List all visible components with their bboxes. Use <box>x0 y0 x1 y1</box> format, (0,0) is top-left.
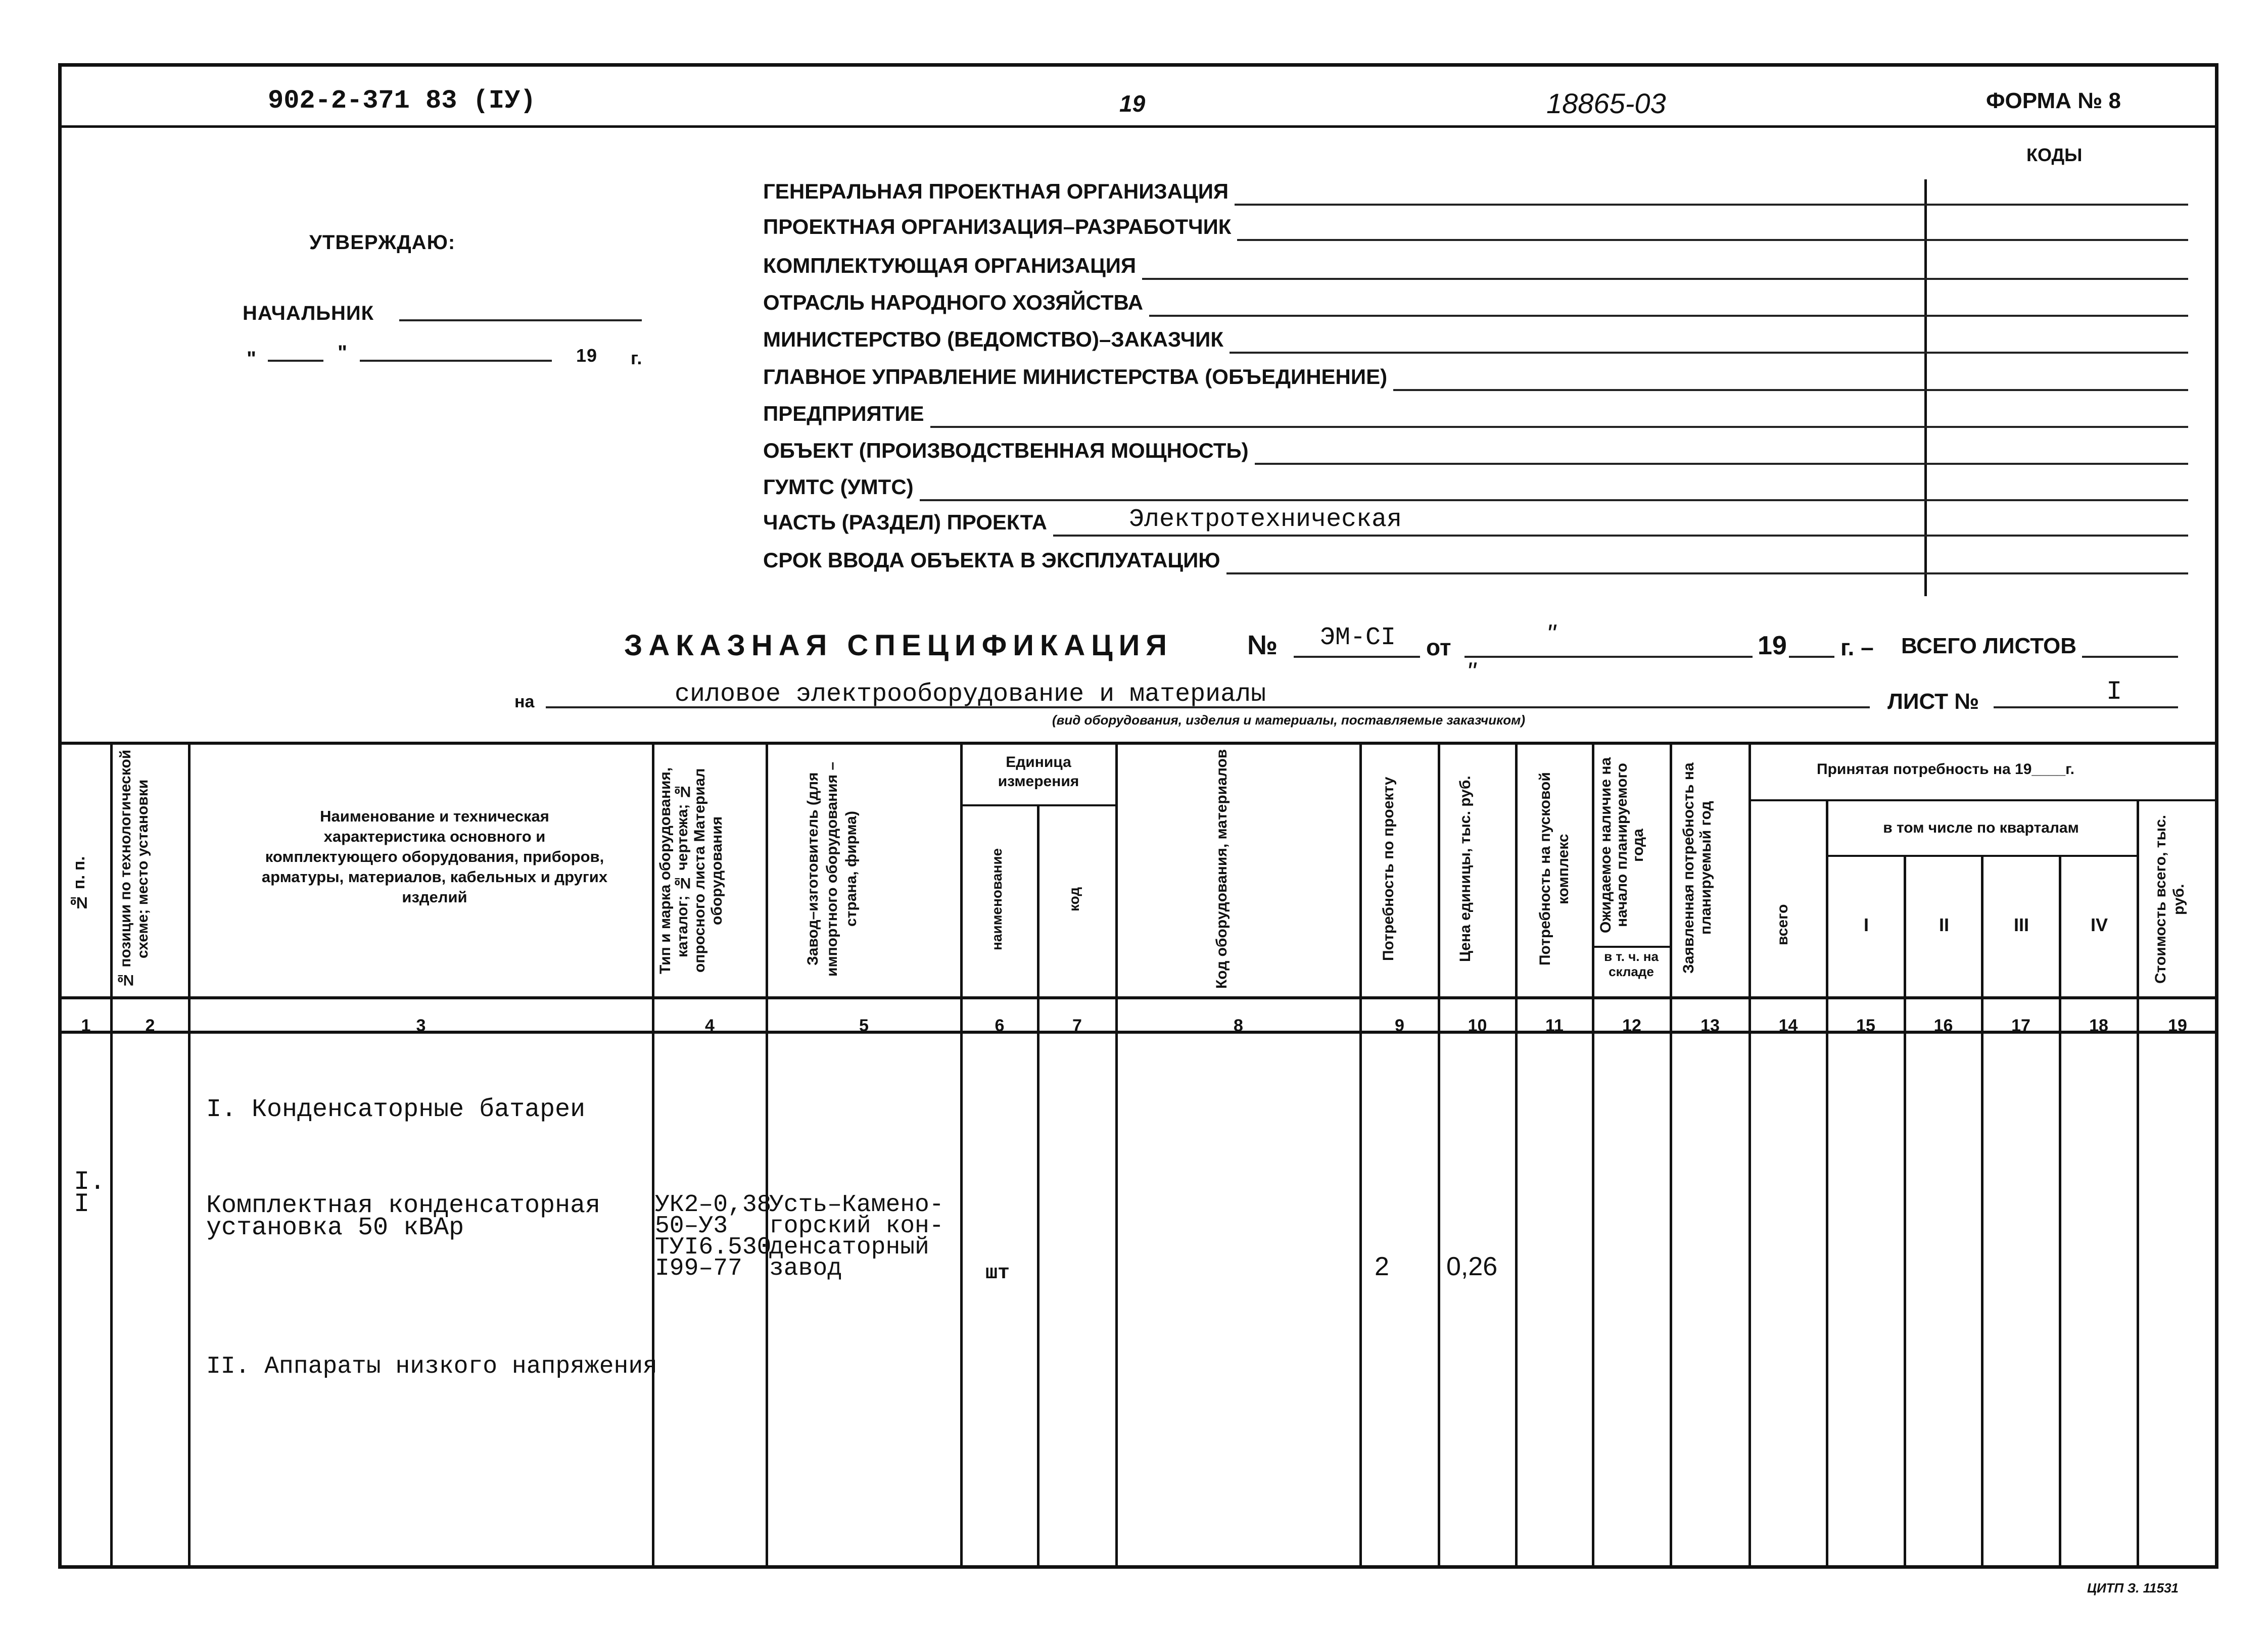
approve-label: УТВЕРЖДАЮ: <box>309 231 456 254</box>
date-day-line <box>268 360 323 362</box>
column-number: 5 <box>859 1016 869 1035</box>
col10-header: Цена единицы, тыс. руб. <box>1457 776 1474 962</box>
col-line-6 <box>1037 805 1040 1566</box>
org-field-line <box>1255 463 2188 465</box>
org-field-label: СРОК ВВОДА ОБЪЕКТА В ЭКСПЛУАТАЦИЮ <box>763 548 1220 572</box>
item-maker-line-3: денсаторный <box>769 1234 929 1261</box>
column-number: 9 <box>1395 1016 1404 1035</box>
col6-header: наименование <box>989 848 1005 951</box>
codes-label: КОДЫ <box>2026 144 2083 165</box>
org-field-label: ОТРАСЛЬ НАРОДНОГО ХОЗЯЙСТВА <box>763 291 1144 314</box>
spec-subject-hint: (вид оборудования, изделия и материалы, поставляемые заказчиком) <box>1052 712 1526 728</box>
org-field-label: ПРОЕКТНАЯ ОРГАНИЗАЦИЯ–РАЗРАБОТЧИК <box>763 215 1232 238</box>
sheet-value: I <box>2106 677 2122 707</box>
col13-header: Заявленная потребность на планируемый год <box>1680 762 1714 974</box>
col14-header: всего <box>1774 904 1791 945</box>
col-line-16 <box>1981 856 1983 1566</box>
org-field-line <box>1230 352 2188 354</box>
org-field-label: ГУМТС (УМТС) <box>763 475 914 499</box>
date-quote-open: " <box>247 348 256 370</box>
column-number: 2 <box>145 1016 155 1035</box>
spec-on-label: на <box>514 692 535 711</box>
item-quantity: 2 <box>1375 1252 1389 1281</box>
spec-year: 19 <box>1758 631 1787 660</box>
accepted-group-line <box>1750 799 2218 801</box>
org-field-line <box>1226 572 2188 574</box>
col16-header: II <box>1939 914 1949 935</box>
org-field-value: Электротехническая <box>1129 505 1402 534</box>
c12-sub-line <box>1593 946 1670 948</box>
spec-date-line <box>1464 656 1753 658</box>
stamp-divider <box>58 125 2218 128</box>
column-number: 6 <box>995 1016 1005 1035</box>
item-number: I. I <box>74 1167 106 1219</box>
spec-no-line <box>1294 656 1420 658</box>
unit-group-header: Единица измерения <box>998 754 1079 790</box>
spec-quote-1: " <box>1546 619 1556 649</box>
chief-line <box>399 319 642 321</box>
spec-year-suffix: г. – <box>1840 634 1874 660</box>
col-line-9 <box>1438 743 1440 1566</box>
column-number: 12 <box>1622 1016 1641 1035</box>
col-line-12 <box>1670 743 1672 1566</box>
date-month-line <box>360 360 552 362</box>
col17-header: III <box>2013 914 2029 935</box>
col-line-7 <box>1115 743 1118 1566</box>
col7-header: код <box>1066 887 1082 912</box>
chief-label: НАЧАЛЬНИК <box>243 302 374 324</box>
col-line-15 <box>1904 856 1906 1566</box>
item-maker-line-1: Усть–Камено- <box>769 1191 944 1219</box>
col-line-4 <box>766 743 768 1566</box>
spec-no-value: ЭМ-СI <box>1320 623 1396 652</box>
item-name-line-2: установка 50 кВАр <box>206 1214 464 1242</box>
org-field-label: КОМПЛЕКТУЮЩАЯ ОРГАНИЗАЦИЯ <box>763 254 1137 277</box>
col12-header: Ожидаемое наличие на начало планируемого года <box>1597 757 1646 934</box>
section1-title: I. Конденсаторные батареи <box>206 1095 586 1124</box>
col-line-5 <box>960 743 963 1566</box>
item-price: 0,26 <box>1446 1252 1498 1281</box>
column-number: 15 <box>1856 1016 1875 1035</box>
accepted-group-header: Принятая потребность на 19____г. <box>1817 761 2074 778</box>
document-number: 18865-03 <box>1546 87 1666 119</box>
sheet-line <box>1994 706 2178 708</box>
column-number: 10 <box>1468 1016 1487 1035</box>
item-type-line-4: I99–77 <box>655 1255 742 1282</box>
org-field-label: ЧАСТЬ (РАЗДЕЛ) ПРОЕКТА <box>763 510 1047 534</box>
spec-no-label: № <box>1247 630 1278 660</box>
column-number: 16 <box>1933 1016 1953 1035</box>
org-field-label: ОБЪЕКТ (ПРОИЗВОДСТВЕННАЯ МОЩНОСТЬ) <box>763 439 1249 462</box>
column-number: 18 <box>2089 1016 2108 1035</box>
col11-header: Потребность на пусковой комплекс <box>1537 772 1572 966</box>
col-line-1 <box>110 743 113 1566</box>
col8-header: Код оборудования, материалов <box>1213 749 1230 989</box>
item-unit: шт <box>985 1262 1010 1285</box>
col9-header: Потребность по проекту <box>1380 777 1397 961</box>
item-type-line-1: УК2–0,38 <box>655 1191 772 1219</box>
col12-sub-header: в т. ч. на складе <box>1604 949 1659 979</box>
column-number: 8 <box>1234 1016 1243 1035</box>
col5-header: Завод–изготовитель (для импортного оборудования –страна, фирма) <box>805 761 860 977</box>
total-sheets-line <box>2082 656 2178 658</box>
quarters-group-header: в том числе по кварталам <box>1883 819 2079 836</box>
org-field-line <box>1149 315 2188 317</box>
page-number: 19 <box>1119 90 1146 117</box>
col19-header: Стоимость всего, тыс. руб. <box>2152 814 2187 984</box>
column-number: 4 <box>705 1016 715 1035</box>
org-field-label: ГЕНЕРАЛЬНАЯ ПРОЕКТНАЯ ОРГАНИЗАЦИЯ <box>763 179 1229 203</box>
col-line-11 <box>1592 743 1594 1566</box>
item-type-line-3: ТУI6.530 <box>655 1234 772 1261</box>
total-sheets-label: ВСЕГО ЛИСТОВ <box>1901 634 2076 658</box>
col15-header: I <box>1863 914 1869 935</box>
column-number: 3 <box>416 1016 426 1035</box>
item-name-line-1: Комплектная конденсаторная <box>206 1191 601 1220</box>
col-line-17 <box>2059 856 2061 1566</box>
column-number: 7 <box>1072 1016 1082 1035</box>
date-quote-close: " <box>338 342 347 364</box>
column-number: 17 <box>2011 1016 2030 1035</box>
column-number: 13 <box>1700 1016 1720 1035</box>
approval-year: 19 <box>576 345 598 366</box>
org-field-label: МИНИСТЕРСТВО (ВЕДОМСТВО)–ЗАКАЗЧИК <box>763 327 1223 351</box>
org-field-line <box>1393 389 2188 391</box>
item-type-line-2: 50–У3 <box>655 1213 728 1240</box>
column-number: 11 <box>1545 1016 1564 1035</box>
project-code: 902-2-371 83 (IУ) <box>268 86 536 116</box>
org-field-line <box>930 426 2188 428</box>
org-field-label: ПРЕДПРИЯТИЕ <box>763 402 924 425</box>
col18-header: IV <box>2090 914 2108 935</box>
col-line-8 <box>1359 743 1362 1566</box>
col4-header: Тип и марка оборудования, каталог; № чертежа; № опросного листа Материал оборудования <box>657 767 725 974</box>
org-field-line <box>1142 278 2188 280</box>
org-field-line <box>920 499 2188 501</box>
print-mark: ЦИТП З. 11531 <box>2087 1580 2179 1596</box>
col-line-2 <box>188 743 191 1566</box>
item-maker-line-4: завод <box>769 1255 842 1282</box>
spec-year-line <box>1789 656 1834 658</box>
spec-title: ЗАКАЗНАЯ СПЕЦИФИКАЦИЯ <box>624 629 1173 662</box>
form-label: ФОРМА № 8 <box>1986 88 2121 113</box>
codes-divider <box>1924 179 1927 596</box>
column-number: 14 <box>1778 1016 1798 1035</box>
org-field-line <box>1053 535 2188 537</box>
spec-from-label: от <box>1426 634 1451 660</box>
col-line-10 <box>1515 743 1518 1566</box>
org-field-line <box>1237 239 2188 241</box>
col3-header: Наименование и техническая характеристика основного и комплектующего оборудования, приборов, арматуры, материалов, кабельных и других изделий <box>261 807 608 906</box>
col2-header: № позиции по технологической схеме; место установки <box>117 749 151 989</box>
column-number: 19 <box>2168 1016 2187 1035</box>
spec-subject: силовое электрооборудование и материалы <box>675 680 1266 709</box>
spec-quote-2: " <box>1467 657 1476 687</box>
item-maker-line-2: горский кон- <box>769 1213 944 1240</box>
header-bottom-line <box>58 996 2218 999</box>
col1-header: № п. п. <box>70 856 88 912</box>
col-line-13 <box>1749 743 1751 1566</box>
approval-year-suffix: г. <box>631 348 643 368</box>
section2-title: II. Аппараты низкого напряжения <box>206 1353 657 1380</box>
col-line-3 <box>652 743 654 1566</box>
org-field-label: ГЛАВНОЕ УПРАВЛЕНИЕ МИНИСТЕРСТВА (ОБЪЕДИНЕНИЕ) <box>763 365 1388 389</box>
sheet-label: ЛИСТ № <box>1887 689 1979 714</box>
column-number: 1 <box>81 1016 91 1035</box>
org-field-line <box>1235 204 2188 206</box>
table-top-line <box>58 742 2218 745</box>
